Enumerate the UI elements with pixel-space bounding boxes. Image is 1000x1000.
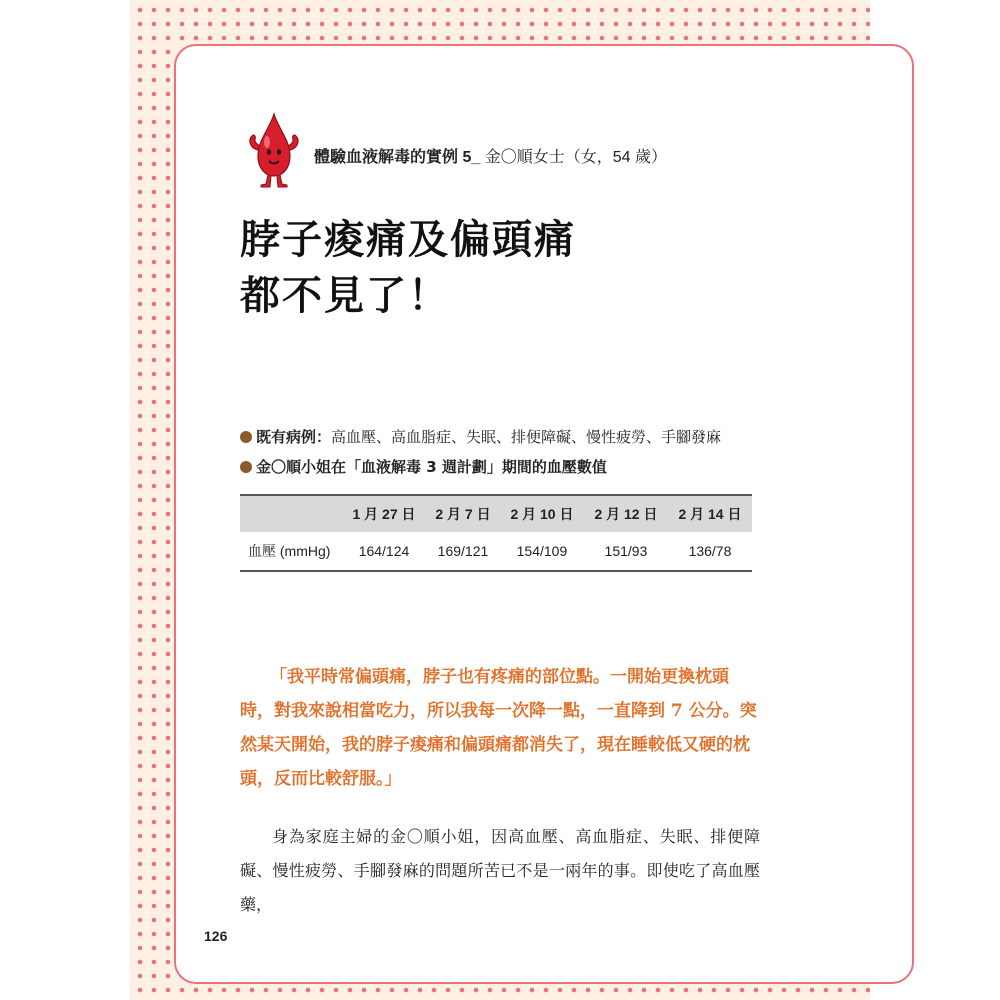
table-cell: 169/121 xyxy=(426,532,500,571)
table-header-cell xyxy=(240,495,342,532)
table-caption xyxy=(240,452,721,482)
table-cell: 164/124 xyxy=(342,532,426,571)
existing-label: 既有病例： xyxy=(256,428,332,446)
table-cell: 136/78 xyxy=(668,532,752,571)
blood-pressure-table xyxy=(240,494,752,572)
table-caption-text: 金〇順小姐在「血液解毒 3 週計劃」期間的血壓數值 xyxy=(256,458,607,476)
blood-drop-mascot-icon xyxy=(244,110,304,190)
table-row-label: 血壓 (mmHg) xyxy=(240,532,342,571)
bullet-icon xyxy=(240,461,252,473)
table-header-cell: 2 月 14 日 xyxy=(668,495,752,532)
existing-value: 高血壓、高血脂症、失眠、排便障礙、慢性疲勞、手腳發麻 xyxy=(331,428,722,446)
body-paragraph: 身為家庭主婦的金〇順小姐，因高血壓、高血脂症、失眠、排便障礙、慢性疲勞、手腳發麻的問題所苦已不是一兩年的事。即使吃了高血壓藥， xyxy=(240,827,760,914)
case-number: 體驗血液解毒的實例 5_ xyxy=(314,149,481,166)
title-line-1: 脖子痠痛及偏頭痛 xyxy=(240,217,576,263)
bullet-icon xyxy=(240,431,252,443)
table-header-cell: 2 月 10 日 xyxy=(500,495,584,532)
table-cell: 151/93 xyxy=(584,532,668,571)
page-number: 126 xyxy=(204,928,228,944)
title-line-2: 都不見了！ xyxy=(240,273,450,319)
table-cell: 154/109 xyxy=(500,532,584,571)
case-info xyxy=(240,422,721,482)
table-header-cell: 1 月 27 日 xyxy=(342,495,426,532)
table-header-cell: 2 月 12 日 xyxy=(584,495,668,532)
table-row xyxy=(240,532,752,571)
quote-text: 「我平時常偏頭痛，脖子也有疼痛的部位點。一開始更換枕頭時，對我來說相當吃力，所以我每一次降一點，一直降到 7 公分。突然某天開始，我的脖子痠痛和偏頭痛都消失了，現在睡較低又硬的枕頭，反而比較舒服。」 xyxy=(240,667,757,789)
page-title xyxy=(240,212,576,324)
case-subtitle xyxy=(314,144,667,167)
body-text xyxy=(240,820,760,922)
patient-quote xyxy=(240,660,760,796)
table-header-row xyxy=(240,495,752,532)
case-person: 金〇順女士（女，54 歲） xyxy=(480,149,667,166)
table-header-cell: 2 月 7 日 xyxy=(426,495,500,532)
existing-conditions xyxy=(240,422,721,452)
